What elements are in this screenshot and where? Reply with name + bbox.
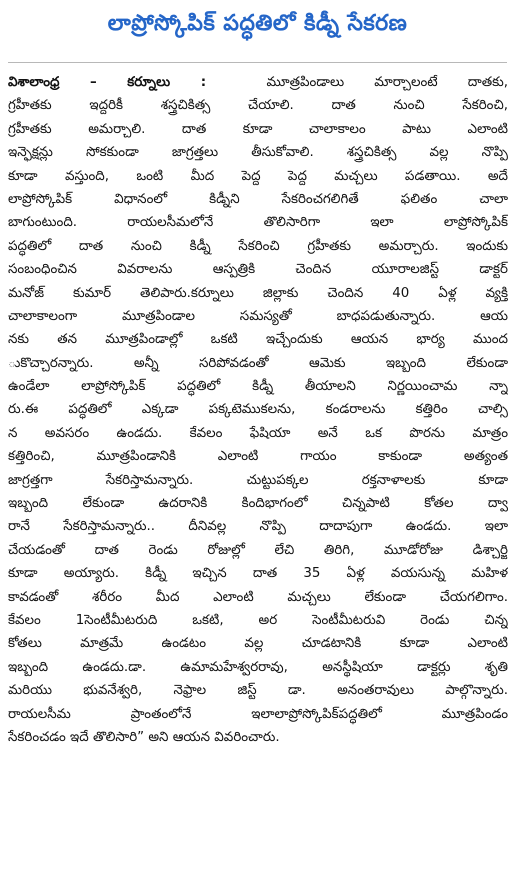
- article-line: నకు తన మూత్రపిండాల్లో ఒకటి ఇచ్చేందుకు ఆయన భార్య ముంద: [8, 332, 508, 348]
- article-line: జాగ్రత్తగా సేకరిస్తామన్నారు. చుట్టుపక్కల రక్తనాళాలకు కూడా: [8, 472, 508, 488]
- article-body: [8, 71, 508, 749]
- headline: లాప్రోస్కోపిక్ పద్ధతిలో కిడ్నీ సేకరణ: [107, 11, 408, 36]
- article-line: పద్ధతిలో దాత నుంచి కిడ్నీ సేకరించి గ్రహీతకు అమర్చారు. ఇందుకు: [8, 238, 508, 254]
- article-line: న అవసరం ఉండదు. కేవలం ఫేషియా అనే ఒక పొరను మాత్రం: [8, 425, 508, 441]
- article-line: మరియు భువనేశ్వరి, నెఫ్రాల జిస్ట్ డా. అనంతరావులు పాల్గొన్నారు.: [8, 683, 508, 699]
- article-line: బాగుంటుంది. రాయలసీమలోనే తొలిసారిగా ఇలా లాప్రోస్కోపిక్: [8, 215, 508, 231]
- article-line: సంబంధించిన వివరాలను ఆస్పత్రికి చెందిన యూరాలజిస్ట్ డాక్టర్: [8, 262, 508, 278]
- article-line: గ్రహీతకు ఇద్దరికీ శస్త్రచికిత్స చేయాలి. దాత నుంచి సేకరించి,: [8, 98, 508, 114]
- article-line: కోతలు మాత్రమే ఉండటం వల్ల చూడటానికి కూడా ఎలాంటి: [8, 636, 508, 652]
- article-line: రు.ఈ పద్ధతిలో ఎక్కడా పక్కటెముకలను, కండరాలను కత్తిరిం చాల్సి: [8, 402, 508, 418]
- article-line: [8, 71, 508, 94]
- article-line: కూడా వస్తుంది, ఒంటి మీద పెద్ద పెద్ద మచ్చలు పడతాయి. అదే: [8, 168, 508, 184]
- article-line: ఉండేలా లాప్రోస్కోపిక్ పద్ధతిలో కిడ్నీ తీయాలని నిర్ణయించామ న్నా: [8, 379, 508, 395]
- dateline: విశాలాంధ్ర – కర్నూలు :: [8, 75, 207, 90]
- article-line: ఇబ్బంది ఉండదు.డా. ఉమామహేశ్వరరావు, అనస్థీషియా డాక్టర్లు శృతి: [8, 659, 508, 675]
- article-line: కూడా అయ్యారు. కిడ్నీ ఇచ్చిన దాత 35 ఏళ్ల వయసున్న మహిళ: [8, 566, 508, 582]
- article-line: రానే సేకరిస్తామన్నారు.. దీనివల్ల నొప్పి దాదాపుగా ఉండదు. ఇలా: [8, 519, 508, 535]
- article-line: ఇబ్బంది లేకుండా ఉదరానికి కిందిభాగంలో చిన్నపాటి కోతల ద్వా: [8, 496, 508, 512]
- article-line: సేకరించడం ఇదే తొలిసారి” అని ఆయన వివరించారు.: [8, 729, 280, 745]
- article-line: చాలాకాలంగా మూత్రపిండాల సమస్యతో బాధపడుతున్నారు. ఆయ: [8, 308, 508, 324]
- article-line: కత్తిరించి, మూత్రపిండానికి ఎలాంటి గాయం కాకుండా అత్యంత: [8, 449, 508, 465]
- article-line-text: మూత్రపిండాలు మార్చాలంటే దాతకు,: [266, 75, 508, 90]
- article-line: మనోజ్ కుమార్ తెలిపారు.కర్నూలు జిల్లాకు చెందిన 40 ఏళ్ల వ్యక్తి: [8, 285, 508, 301]
- article-line: లాప్రోస్కోపిక్ విధానంలో కిడ్నీని సేకరించగలిగితే ఫలితం చాలా: [8, 191, 508, 207]
- article-line: చేయడంతో దాత రెండు రోజుల్లో లేచి తిరిగి, మూడోరోజు డిశ్చార్జి: [8, 542, 508, 558]
- article-line: ుకొచ్చారన్నారు. అన్నీ సరిపోవడంతో ఆమెకు ఇబ్బంది లేకుండా: [8, 355, 508, 371]
- article-line: ఇన్ఫెక్షన్లు సోకకుండా జాగ్రత్తలు తీసుకోవాలి. శస్త్రచికిత్స వల్ల నొప్పి: [8, 145, 508, 161]
- article-line: కావడంతో శరీరం మీద ఎలాంటి మచ్చలు లేకుండా చేయగలిగాం.: [8, 589, 508, 605]
- headline-divider: [8, 62, 507, 63]
- article-line: రాయలసీమ ప్రాంతంలోనే ఇలాలాప్రోస్కోపిక్‌పద్ధతిలో మూత్రపిండం: [8, 706, 508, 722]
- article-line: కేవలం 1సెంటీమీటరుది ఒకటి, అర సెంటీమీటరువి రెండు చిన్న: [8, 612, 508, 628]
- article-line: గ్రహీతకు అమర్చాలి. దాత కూడా చాలాకాలం పాటు ఎలాంటి: [8, 121, 508, 137]
